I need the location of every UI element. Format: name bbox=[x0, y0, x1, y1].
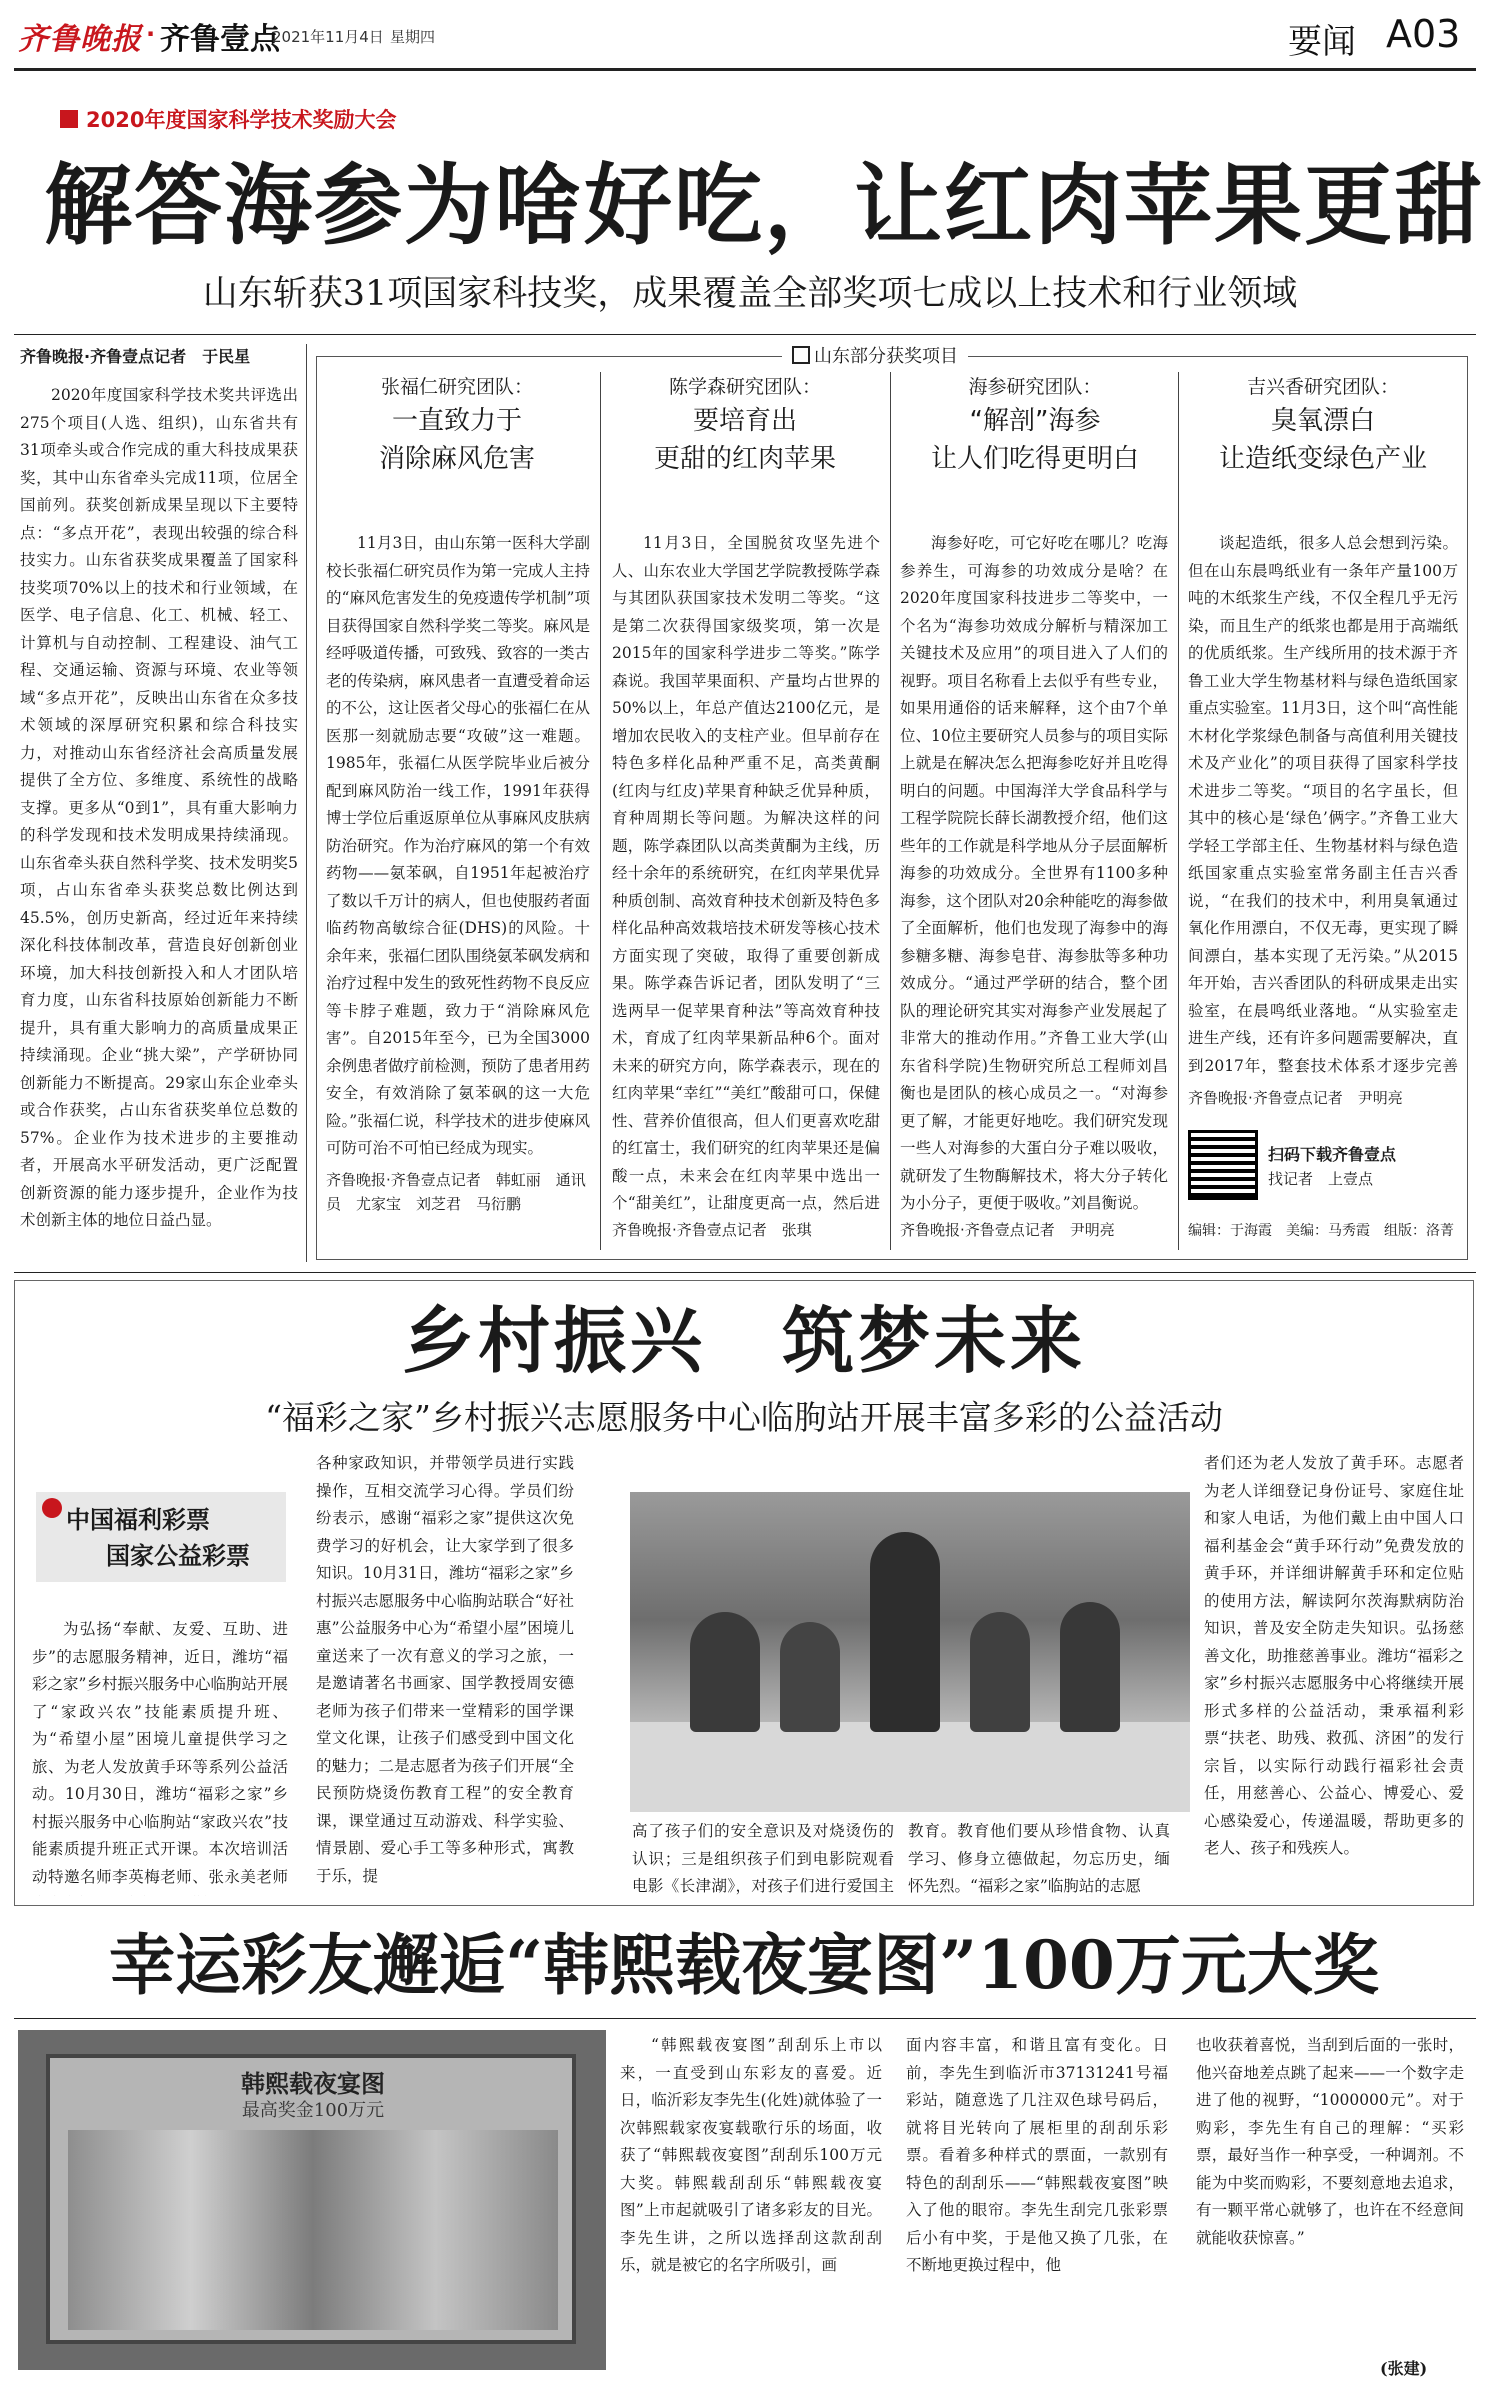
story2-col4: 教育。教育他们要从珍惜食物、认真学习、修身立德做起，勿忘历史，缅怀先烈。“福彩之家”临朐站的志愿 bbox=[908, 1822, 1170, 1895]
photo-person-5 bbox=[1060, 1602, 1120, 1732]
story2-col1: 为弘扬“奉献、友爱、互助、进步”的志愿服务精神，近日，潍坊“福彩之家”乡村振兴服务中心临朐站开展了“家政兴农”技能素质提升班、为“希望小屋”困境儿童提供学习之旅、为老人发放黄手环等系列公益活动。10月30日，潍坊“福彩之家”乡村振兴服务中心临朐站“家政兴农”技能素质提升班正式开课。本次培训活动特邀名师李英梅老师、张永美老师 bbox=[32, 1620, 288, 1886]
team-header-4 bbox=[1186, 372, 1460, 478]
team-credit-1: 齐鲁晚报·齐鲁壹点记者 韩虹丽 通讯员 尤家宝 刘芝君 马衍鹏 bbox=[326, 1171, 586, 1213]
ticket-title: 韩熙载夜宴图 bbox=[241, 2069, 385, 2098]
story3-credit: (张建) bbox=[1380, 2359, 1428, 2378]
team-credit-4: 齐鲁晚报·齐鲁壹点记者 尹明亮 bbox=[1188, 1089, 1403, 1107]
team-body-4: 谈起造纸，很多人总会想到污染。但在山东晨鸣纸业有一条年产量100万吨的木纸浆生产线，不仅全程几乎无污染，而且生产的纸浆也都是用于高端纸的优质纸浆。生产线所用的技术源于齐鲁工业大学生物基材料与绿色造纸国家重点实验室。11月3日，这个叫“高性能木材化学浆绿色制备与高值利用关键技术及产业化”的项目获得了国家科学技术进步二等奖。“项目的名字虽长，但其中的核心是‘绿色’俩字。”齐鲁工业大学轻工学部主任、生物基材料与绿色造纸国家重点实验室常务副主任吉兴香说，“在我们的技术中，利用臭氧通过氧化作用漂白，不仅无毒，更实现了瞬间漂白，基本实现了无污染。”从2015年开始，吉兴香团队的科研成果走出实验室，在晨鸣纸业落地。“从实验室走进生产线，还有许多问题需要解决，直到2017年，整套技术体系才逐步完善 bbox=[1188, 534, 1458, 1075]
logo-dot: · bbox=[146, 20, 156, 48]
photo-person-1 bbox=[690, 1612, 760, 1732]
team-title-line2: 让造纸变绿色产业 bbox=[1218, 444, 1427, 474]
issue-weekday: 星期四 bbox=[390, 28, 436, 46]
team-credit-3: 齐鲁晚报·齐鲁壹点记者 尹明亮 bbox=[900, 1221, 1115, 1239]
story2-headline: 乡村振兴 筑梦未来 bbox=[401, 1298, 1086, 1383]
qr-code[interactable] bbox=[1188, 1130, 1258, 1200]
ticket-amount: 最高奖金100万元 bbox=[241, 2100, 385, 2121]
team-label: 张福仁研究团队： bbox=[380, 376, 533, 398]
masthead-rule bbox=[14, 68, 1476, 71]
team-credit-2: 齐鲁晚报·齐鲁壹点记者 张琪 bbox=[612, 1221, 812, 1239]
team-body-2: 11月3日，全国脱贫攻坚先进个人、山东农业大学国艺学院教授陈学森与其团队获国家技术发明二等奖。“这是第二次获得国家级奖项，第一次是2015年的国家科学进步二等奖。”陈学森说。我国苹果面积、产量均占世界的50%以上，年总产值达2100亿元，是增加农民收入的支柱产业。但早前存在特色多样化品种严重不足，高类黄酮(红肉与红皮)苹果育种缺乏优异种质，育种周期长等问题。为解决这样的问题，陈学森团队以高类黄酮为主线，历经十余年的系统研究，在红肉苹果优异种质创制、高效育种技术创新及特色多样化品种高效栽培技术研发等核心技术方面实现了突破，取得了重要创新成果。陈学森告诉记者，团队发明了“三选两早一促苹果育种法”等高效育种技术，育成了红肉苹果新品种6个。面对未来的研究方向，陈学森表示，现在的红肉苹果“幸红”“美红”酸甜可口，保健性、营养价值很高，但人们更喜欢吃甜的红富士，我们研究的红肉苹果还是偏酸一点，未来会在红肉苹果中选出一个“甜美红”，让甜度更高一点，然后进 bbox=[612, 534, 880, 1212]
team-title-line1: 要培育出 bbox=[692, 406, 797, 436]
issue-date: 2021年11月4日 bbox=[272, 28, 384, 46]
volunteer-event-photo bbox=[630, 1492, 1190, 1812]
story3-rule bbox=[14, 2018, 1476, 2019]
box-divider-3 bbox=[1178, 372, 1179, 1250]
box-title-icon bbox=[792, 346, 810, 364]
editors-line: 编辑：于海霞 美编：马秀霞 组版：洛菁 bbox=[1188, 1223, 1454, 1239]
ticket-scene bbox=[68, 2130, 558, 2330]
box-divider-2 bbox=[890, 372, 891, 1250]
photo-person-4 bbox=[970, 1612, 1030, 1732]
lottery-logo-emblem bbox=[42, 1498, 62, 1518]
photo-table bbox=[630, 1722, 1190, 1812]
section-name: 要闻 bbox=[1288, 22, 1356, 62]
page-number: A03 bbox=[1386, 12, 1461, 56]
team-title-line1: 一直致力于 bbox=[391, 406, 522, 436]
story2-subhead: “福彩之家”乡村振兴志愿服务中心临朐站开展丰富多彩的公益活动 bbox=[265, 1398, 1223, 1437]
qr-subtitle: 找记者 上壹点 bbox=[1268, 1170, 1374, 1188]
team-title-line2: 消除麻风危害 bbox=[378, 444, 535, 474]
masthead bbox=[0, 0, 1488, 95]
story3-headline: 幸运彩友邂逅“韩熙载夜宴图”100万元大奖 bbox=[109, 1926, 1379, 2004]
story-separator-1 bbox=[14, 1272, 1476, 1273]
story2-col3: 高了孩子们的安全意识及对烧烫伤的认识；三是组织孩子们到电影院观看电影《长津湖》，对孩子们进行爱国主 bbox=[632, 1822, 894, 1895]
topic-bar-square bbox=[60, 110, 78, 128]
story2-col5: 者们还为老人发放了黄手环。志愿者为老人详细登记身份证号、家庭住址和家人电话，为他们戴上由中国人口福利基金会“黄手环行动”免费发放的黄手环，并详细讲解黄手环和定位贴的使用方法，解读阿尔茨海默病防治知识，普及安全防走失知识。弘扬慈善文化，助推慈善事业。潍坊“福彩之家”乡村振兴志愿服务中心将继续开展形式多样的公益活动，秉承福利彩票“扶老、助残、救孤、济困”的发行宗旨，以实际行动践行福彩社会责任，用慈善心、公益心、博爱心、爱心感染爱心，传递温暖，帮助更多的老人、孩子和残疾人。 bbox=[1204, 1454, 1464, 1857]
lottery-logo-line1: 中国福利彩票 bbox=[66, 1506, 210, 1534]
story1-rule bbox=[14, 334, 1476, 335]
team-label: 海参研究团队： bbox=[968, 376, 1102, 398]
photo-person-3 bbox=[870, 1532, 940, 1732]
story1-left-body: 2020年度国家科学技术奖共评选出275个项目(人选、组织)，山东省共有31项牵头或合作完成的重大科技成果获奖，其中山东省牵头完成11项，位居全国前列。获奖创新成果呈现以下主要特点：“多点开花”，表现出较强的综合科技实力。山东省获奖成果覆盖了国家科技奖项70%以上的技术和行业领域，在医学、电子信息、化工、机械、轻工、计算机与自动控制、工程建设、油气工程、交通运输、资源与环境、农业等领域“多点开花”，反映出山东省在众多技术领域的深厚研究积累和综合科技实力，对推动山东省经济社会高质量发展提供了全方位、多维度、系统性的战略支撑。更多从“0到1”，具有重大影响力的科学发现和技术发明成果持续涌现。山东省牵头获自然科学奖、技术发明奖5项，占山东省牵头获奖总数比例达到45.5%，创历史新高，经过近年来持续深化科技体制改革，营造良好创新创业环境，加大科技创新投入和人才团队培育力度，山东省科技原始创新能力不断提升，具有重大影响力的高质量成果正持续涌现。企业“挑大梁”，产学研协同创新能力不断提高。29家山东企业牵头或合作获奖，占山东省获奖单位总数的57%。企业作为技术进步的主要推动者，开展高水平研发活动，更广泛配置创新资源的能力逐步提升，企业作为技术创新主体的地位日益凸显。 bbox=[20, 386, 298, 1229]
team-title-line2: 更甜的红肉苹果 bbox=[653, 444, 836, 474]
team-title-line2: 让人们吃得更明白 bbox=[930, 444, 1139, 474]
photo-person-2 bbox=[780, 1622, 840, 1732]
story3-col1: “韩熙载夜宴图”刮刮乐上市以来，一直受到山东彩友的喜爱。近日，临沂彩友李先生(化姓)就体验了一次韩熙载家夜宴载歌行乐的场面，收获了“韩熙载夜宴图”刮刮乐100万元大奖。韩熙载刮刮乐“韩熙载夜宴图”上市起就吸引了诸多彩友的目光。李先生讲，之所以选择刮这款刮刮乐，就是被它的名字所吸引，画 bbox=[620, 2036, 882, 2274]
left-column-divider bbox=[306, 344, 307, 1262]
app-logo: 齐鲁壹点 bbox=[160, 22, 280, 57]
team-label: 陈学森研究团队： bbox=[668, 376, 821, 398]
team-header-3 bbox=[898, 372, 1172, 478]
team-title-line1: “解剖”海参 bbox=[969, 406, 1101, 436]
story1-headline: 解答海参为啥好吃，让红肉苹果更甜 bbox=[44, 153, 1485, 257]
topic-bar-text: 2020年度国家科学技术奖励大会 bbox=[86, 108, 397, 132]
story1-byline: 齐鲁晚报·齐鲁壹点记者 于民星 bbox=[20, 347, 251, 366]
team-title-line1: 臭氧漂白 bbox=[1270, 406, 1375, 436]
awards-box-title bbox=[782, 346, 968, 368]
story3-col2: 面内容丰富，和谐且富有变化。日前，李先生到临沂市37131241号福彩站，随意选了几注双色球号码后，就将目光转向了展柜里的刮刮乐彩票。看着多种样式的票面，一款别有特色的刮刮乐——“韩熙载夜宴图”映入了他的眼帘。李先生刮完几张彩票后小有中奖，于是他又换了几张，在不断地更换过程中，他 bbox=[906, 2036, 1168, 2274]
welfare-lottery-logo bbox=[36, 1492, 286, 1582]
story1-subhead: 山东斩获31项国家科技奖，成果覆盖全部奖项七成以上技术和行业领域 bbox=[202, 274, 1298, 314]
story3-col3: 也收获着喜悦，当刮到后面的一张时，他兴奋地差点跳了起来——一个数字走进了他的视野，“1000000元”。对于购彩，李先生有自己的理解：“买彩票，最好当作一种享受，一种调剂。不能为中奖而购彩，不要刻意地去追求，有一颗平常心就够了，也许在不经意间就能收获惊喜。” bbox=[1196, 2036, 1464, 2247]
box-divider-1 bbox=[600, 372, 601, 1250]
team-body-1: 11月3日，由山东第一医科大学副校长张福仁研究员作为第一完成人主持的“麻风危害发生的免疫遗传学机制”项目获得国家自然科学奖二等奖。麻风是经呼吸道传播，可致残、致容的一类古老的传染病，麻风患者一直遭受着命运的不公，这让医者父母心的张福仁在从医那一刻就励志要“攻破”这一难题。1985年，张福仁从医学院毕业后被分配到麻风防治一线工作，1991年获得博士学位后重返原单位从事麻风皮肤病防治研究。作为治疗麻风的第一个有效药物——氨苯砜，自1951年起被治疗了数以千万计的病人，但也使服药者面临药物高敏综合征(DHS)的风险。十余年来，张福仁团队围绕氨苯砜发病和治疗过程中发生的致死性药物不良反应等卡脖子难题，致力于“消除麻风危害”。自2015年至今，已为全国3000余例患者做疗前检测，预防了患者用药安全，有效消除了氨苯砜的这一大危险。”张福仁说，科学技术的进步使麻风可防可治不可怕已经成为现实。 bbox=[326, 534, 590, 1157]
box-title-text: 山东部分获奖项目 bbox=[814, 346, 958, 367]
qr-title: 扫码下载齐鲁壹点 bbox=[1268, 1145, 1397, 1164]
lottery-logo-line2: 国家公益彩票 bbox=[106, 1542, 250, 1570]
team-label: 吉兴香研究团队： bbox=[1246, 376, 1399, 398]
scratch-ticket-image bbox=[18, 2030, 606, 2370]
team-header-2 bbox=[608, 372, 882, 478]
story2-col2: 各种家政知识，并带领学员进行实践操作，互相交流学习心得。学员们纷纷表示，感谢“福彩之家”提供这次免费学习的好机会，让大家学到了很多知识。10月31日，潍坊“福彩之家”乡村振兴志愿服务中心临朐站联合“好社惠”公益服务中心为“希望小屋”困境儿童送来了一次有意义的学习之旅，一是邀请著名书画家、国学教授周安德老师为孩子们带来一堂精彩的国学课堂文化课，让孩子们感受到中国文化的魅力；二是志愿者为孩子们开展“全民预防烧烫伤教育工程”的安全教育课，课堂通过互动游戏、科学实验、情景剧、爱心手工等多种形式，寓教于乐，提 bbox=[316, 1454, 574, 1885]
paper-logo: 齐鲁晚报 bbox=[18, 22, 142, 57]
team-body-3: 海参好吃，可它好吃在哪儿？吃海参养生，可海参的功效成分是啥？在2020年度国家科技进步二等奖中，一个名为“海参功效成分解析与精深加工关键技术及应用”的项目进入了人们的视野。项目名称看上去似乎有些专业，如果用通俗的话来解释，这个由7个单位、10位主要研究人员参与的项目实际上就是在解决怎么把海参吃好并且吃得明白的问题。中国海洋大学食品科学与工程学院院长薛长湖教授介绍，他们这些年的工作就是科学地从分子层面解析海参的功效成分。全世界有1100多种海参，这个团队对20余种能吃的海参做了全面解析，他们也发现了海参中的海参糖多糖、海参皂苷、海参肽等多种功效成分。“通过严学研的结合，整个团队的理论研究其实对海参产业发展起了非常大的推动作用。”齐鲁工业大学(山东省科学院)生物研究所总工程师刘昌衡也是团队的核心成员之一。“对海参更了解，才能更好地吃。我们研究发现一些人对海参的大蛋白分子难以吸收，就研发了生物酶解技术，将大分子转化为小分子，更便于吸收。”刘昌衡说。 bbox=[900, 534, 1168, 1212]
team-header-1 bbox=[320, 372, 594, 478]
